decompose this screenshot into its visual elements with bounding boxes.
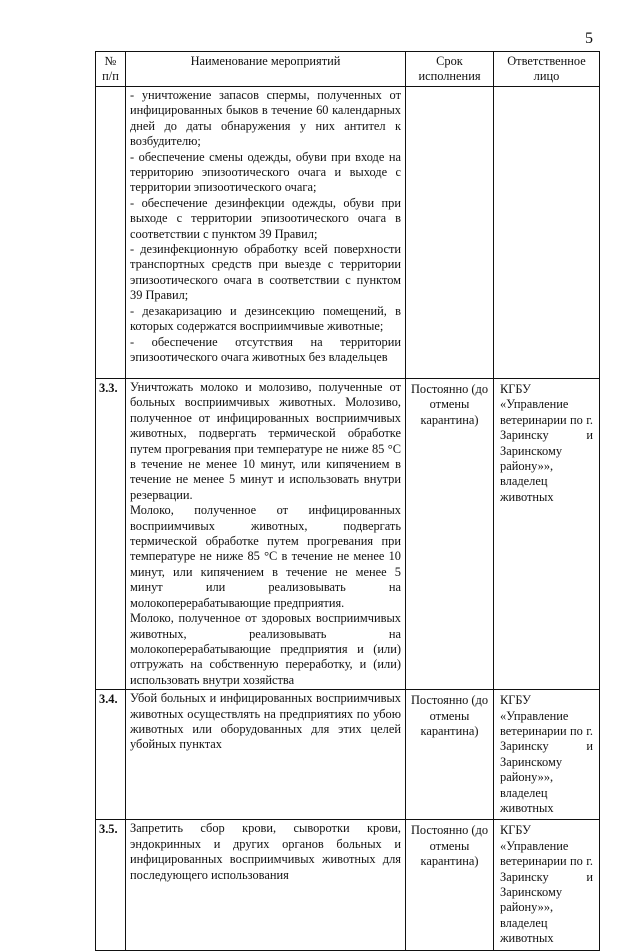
row-term: Постоянно (до отмены карантина) bbox=[406, 820, 494, 950]
row-term: Постоянно (до отмены карантина) bbox=[406, 690, 494, 820]
description-line: - дезакаризацию и дезинсекцию помещений, в которых содержатся восприимчивые животные; bbox=[130, 303, 401, 334]
table-row bbox=[96, 87, 600, 379]
row-responsible: КГБУ «Управление ветеринарии по г. Заринску и Заринскому району»», владелец животных bbox=[494, 820, 600, 950]
table-header-row bbox=[96, 52, 600, 87]
row-term: Постоянно (до отмены карантина) bbox=[406, 379, 494, 690]
row-responsible: КГБУ «Управление ветеринарии по г. Заринску и Заринскому району»», владелец животных bbox=[494, 379, 600, 690]
description-paragraph: Убой больных и инфицированных восприимчивых животных осуществлять на предприятиях по убою животных или оборудованных для этих целей убойных пунктах bbox=[130, 691, 401, 752]
row-description bbox=[126, 690, 406, 820]
description-paragraph: Уничтожать молоко и молозиво, полученные от больных восприимчивых животных. Молозиво, полученное от инфицированных восприимчивых животных, подвергать термической обработке путем прогревания при температуре не ниже 85 °С в течение не менее 10 минут, или кипячением в течение не менее 5 минут и использовать внутри резервации. bbox=[130, 380, 401, 502]
description-line: - дезинфекционную обработку всей поверхности транспортных средств при выезде с территории эпизоотического очага в соответствии с пунктом 39 Правил; bbox=[130, 242, 401, 303]
row-description bbox=[126, 820, 406, 950]
row-responsible: КГБУ «Управление ветеринарии по г. Заринску и Заринскому району»», владелец животных bbox=[494, 690, 600, 820]
row-number: 3.3. bbox=[96, 379, 126, 690]
row-responsible bbox=[494, 87, 600, 379]
description-paragraph: Молоко, полученное от инфицированных восприимчивых животных, подвергать термической обработке путем прогревания при температуре не ниже 85 °С в течение не менее 10 минут, или кипячением в течение не менее 5 минут или реализовывать на молокоперерабатывающие предприятия. bbox=[130, 503, 401, 610]
header-responsible: Ответственное лицо bbox=[494, 52, 600, 87]
table-row bbox=[96, 379, 600, 690]
row-number: 3.4. bbox=[96, 690, 126, 820]
description-line: - обеспечение дезинфекции одежды, обуви при выходе с территории эпизоотического очага в соответствии с пунктом 39 Правил; bbox=[130, 195, 401, 241]
description-paragraph: Запретить сбор крови, сыворотки крови, эндокринных и других органов больных и инфицированных восприимчивых животных для последующего использования bbox=[130, 821, 401, 882]
header-num: № п/п bbox=[96, 52, 126, 87]
description-line: - обеспечение отсутствия на территории эпизоотического очага животных без владельцев bbox=[130, 334, 401, 364]
description-line: - уничтожение запасов спермы, полученных от инфицированных быков в течение 60 календарных дней до даты обнаружения у них антител к возбудителю; bbox=[130, 88, 401, 149]
row-description bbox=[126, 379, 406, 690]
row-number: 3.5. bbox=[96, 820, 126, 950]
row-number bbox=[96, 87, 126, 379]
description-paragraph: Молоко, полученное от здоровых восприимчивых животных, реализовывать на молокоперерабатывающие предприятия и (или) отгружать на собственную переработку, и (или) использовать внутри хозяйства bbox=[130, 611, 401, 687]
header-term: Срок исполнения bbox=[406, 52, 494, 87]
row-term bbox=[406, 87, 494, 379]
row-description bbox=[126, 87, 406, 379]
table-row bbox=[96, 820, 600, 950]
header-name: Наименование мероприятий bbox=[126, 52, 406, 87]
description-line: - обеспечение смены одежды, обуви при входе на территорию эпизоотического очага и выходе с территории эпизоотического очага; bbox=[130, 149, 401, 195]
measures-table bbox=[95, 51, 600, 951]
page-number: 5 bbox=[585, 30, 593, 47]
table-row bbox=[96, 690, 600, 820]
